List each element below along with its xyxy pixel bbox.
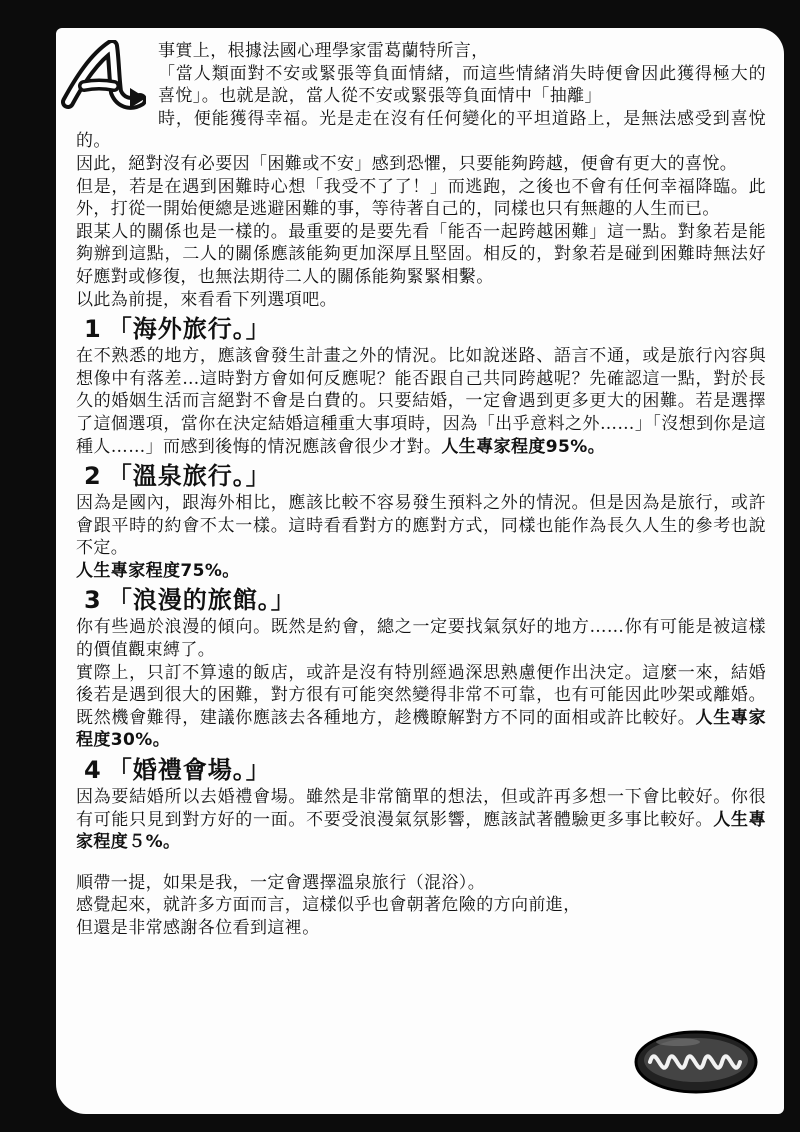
option-2-heading: [84, 461, 766, 491]
intro-line-3: 時，便能獲得幸福。光是走在沒有任何變化的平坦道路上，是無法感受到喜悅的。: [76, 108, 766, 152]
option-1-number: 1: [84, 315, 102, 344]
option-4-number: 4: [84, 756, 102, 785]
option-4-heading: [84, 755, 766, 785]
intro-line-1: 事實上，根據法國心理學家雷葛蘭特所言，: [158, 41, 489, 61]
option-3-heading: [84, 585, 766, 615]
intro-paragraph-2: 因此，絕對沒有必要因「困難或不安」感到恐懼，只要能夠跨越，便會有更大的喜悅。: [76, 153, 738, 174]
option-3-rating: 人生專家程度30%。: [76, 707, 766, 751]
closing-line-3: 但還是非常感謝各位看到這裡。: [76, 918, 320, 938]
spacer: [76, 854, 766, 872]
intro-line-2: 「當人類面對不安或緊張等負面情緒，而這些情緒消失時便會因此獲得極大的喜悅」。也就是說，當人從不安或緊張等負面情中「抽離」: [158, 63, 766, 107]
closing-line-1: 順帶一提，如果是我，一定會選擇溫泉旅行（混浴）。: [76, 872, 486, 893]
intro-paragraph-3: 但是，若是在遇到困難時心想「我受不了了！」而逃跑，之後也不會有任何幸福降臨。此外，打從一開始便總是逃避困難的事，等待著自己的，同樣也只有無趣的人生而已。: [76, 176, 766, 220]
option-2-title: 「溫泉旅行。」: [107, 462, 271, 491]
option-3-body: 你有些過於浪漫的傾向。既然是約會，總之一定要找氣氛好的地方……你有可能是被這樣的價值觀束縛了。: [76, 617, 766, 661]
option-3-title: 「浪漫的旅館。」: [107, 586, 296, 615]
option-1-rating: 人生專家程度95%。: [441, 436, 606, 457]
mitochondria-icon: [632, 1022, 762, 1098]
option-2-number: 2: [84, 462, 102, 491]
intro-paragraph-4: 跟某人的關係也是一樣的。最重要的是要先看「能否一起跨越困難」這一點。對象若是能夠辦到這點，二人的關係應該能夠更加深厚且堅固。相反的，對象若是碰到困難時無法好好應對或修復，也無法期待二人的關係能夠緊緊相繫。: [76, 221, 766, 287]
option-4-body: 因為要結婚所以去婚禮會場。雖然是非常簡單的想法，但或許再多想一下會比較好。你很有可能只見到對方好的一面。不要受浪漫氣氛影響，應該試著體驗更多事比較好。人生專家程度５%。: [76, 787, 767, 853]
option-3-body-2: 實際上，只訂不算遠的飯店，或許是沒有特別經過深思熟慮便作出決定。這麼一來，結婚後若是遇到很大的困難，對方很有可能突然變得非常不可靠，也有可能因此吵架或離婚。既然機會難得，建議你應該去各種地方，趁機瞭解對方不同的面相或許比較好。人生專家程度30%。: [76, 662, 766, 751]
option-2-rating: 人生專家程度75%。: [76, 560, 240, 581]
option-3-number: 3: [84, 586, 102, 615]
option-2-body: 因為是國內，跟海外相比，應該比較不容易發生預料之外的情況。但是因為是旅行，或許會跟平時的約會不太一樣。這時看看對方的應對方式，同樣也能作為長久人生的參考也說不定。: [76, 493, 766, 559]
option-4-title: 「婚禮會場。」: [107, 756, 271, 785]
option-4-rating: 人生專家程度５%。: [76, 809, 767, 853]
option-1-title: 「海外旅行。」: [107, 315, 271, 344]
closing-line-2: 感覺起來，就許多方面而言，這樣似乎也會朝著危險的方向前進，: [76, 895, 581, 916]
intro-paragraph-5: 以此為前提，來看看下列選項吧。: [76, 289, 337, 310]
option-1-body: 在不熟悉的地方，應該會發生計畫之外的情況。比如說迷路、語言不通，或是旅行內容與想像中有落差…這時對方會如何反應呢？能否跟自己共同跨越呢？先確認這一點，對於長久的婚姻生活而言絕對不會是白費的。只要結婚，一定會遇到更多更大的困難。若是選擇了這個選項，當你在決定結婚這種重大事項時，因為「出乎意料之外……」「沒想到你是這種人……」而感到後悔的情況應該會很少才對。人生專家程度95%。: [76, 346, 766, 457]
article-body: [76, 40, 766, 940]
option-1-heading: [84, 314, 766, 344]
